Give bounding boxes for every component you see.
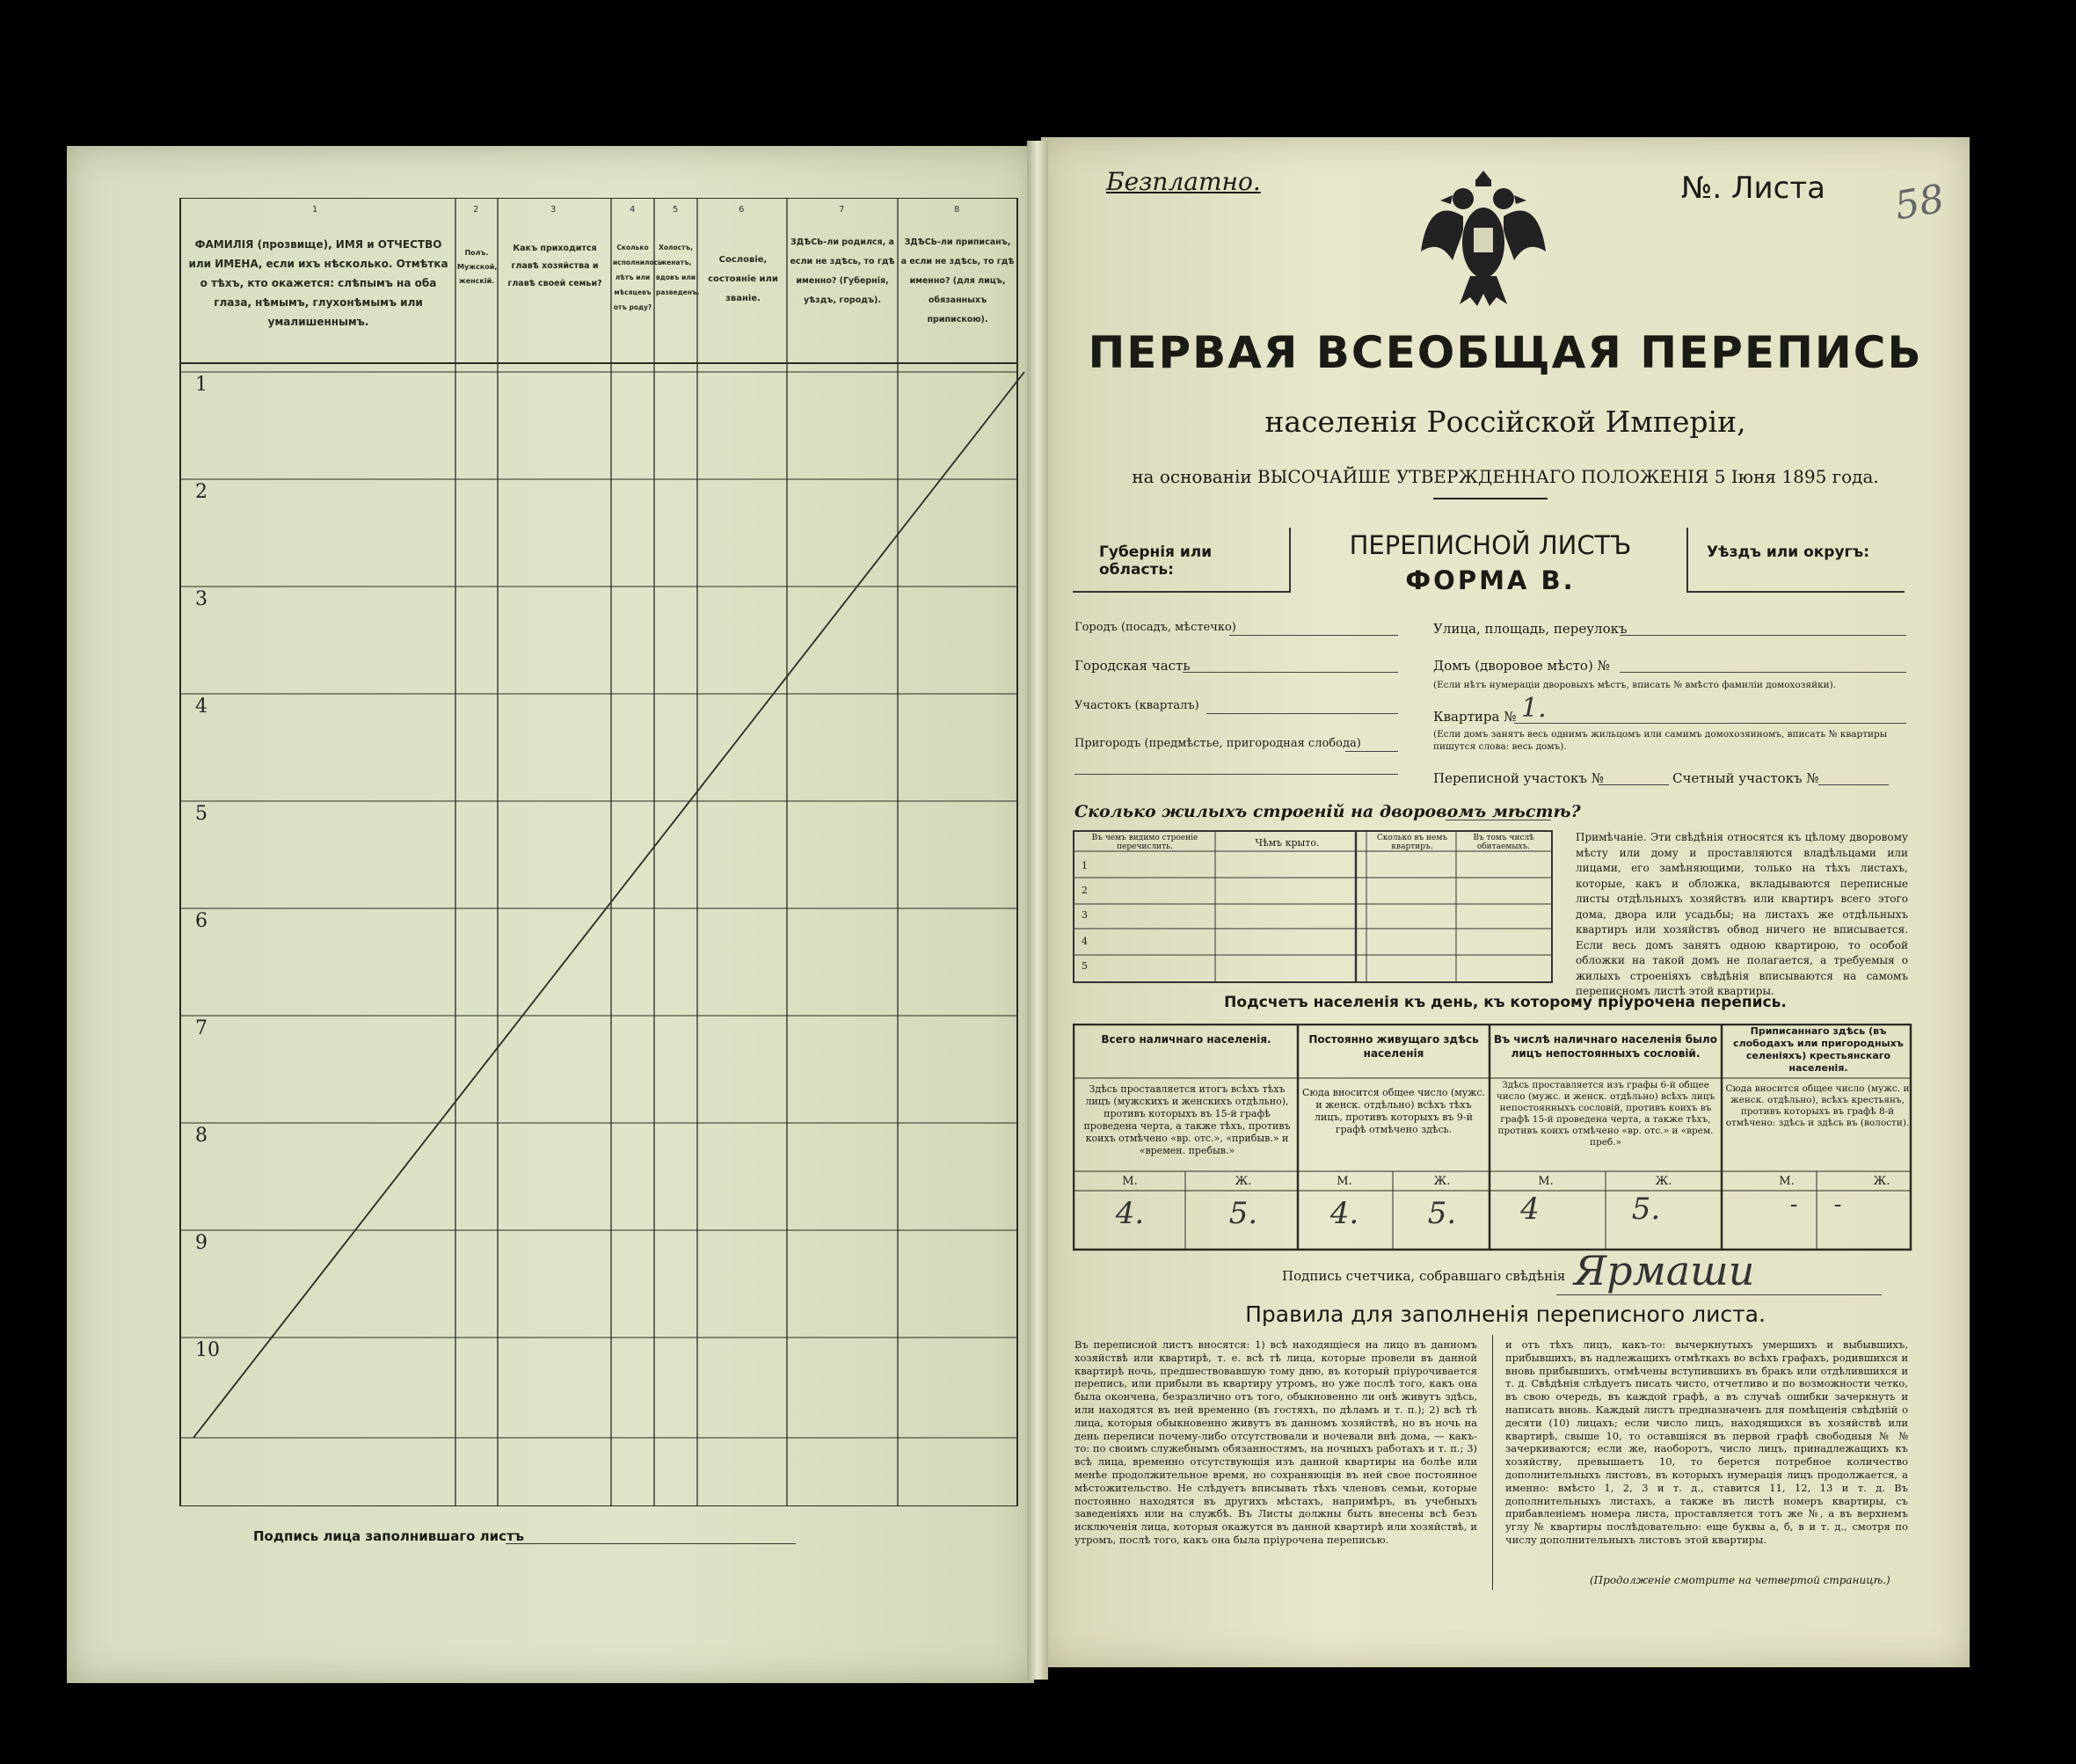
column-number: 8 (954, 205, 960, 215)
count-value: 5. (1427, 1196, 1457, 1231)
census-area-label: Переписной участокъ № (1433, 770, 1604, 786)
uezd-label: Уѣздъ или округъ: (1706, 543, 1869, 561)
district-line (1206, 713, 1398, 714)
buildings-header-inhabited: Въ томъ числѣ обитаемыхъ. (1473, 834, 1534, 851)
apartment-note: (Если домъ занятъ весь однимъ жильцомъ или самимъ домохозяиномъ, вписать № квартиры пишутся слова: весь домъ). (1433, 729, 1888, 752)
row-number: 9 (195, 1232, 208, 1254)
population-count-title: Подсчетъ населенія къ день, къ которому пріурочена перепись. (1224, 994, 1787, 1011)
counter-signature-label: Подпись счетчика, собравшаго свѣдѣнія (1282, 1268, 1566, 1284)
column-header-registration: ЗДѢСЬ-ли приписанъ, а если не здѣсь, то гдѣ именно? (для лицъ, обязанныхъ припискою). (900, 237, 1015, 324)
street-label: Улица, площадь, переулокъ (1433, 621, 1628, 637)
count-value: - (1789, 1192, 1798, 1218)
buildings-header-roof: Чѣмъ крыто. (1255, 837, 1320, 849)
column-number: 5 (673, 205, 679, 215)
house-label: Домъ (дворовое мѣсто) № (1433, 658, 1610, 674)
rules-text-left: Въ переписной листъ вносятся: 1) всѣ находящіеся на лицо въ данномъ хозяйствѣ или квартирѣ, т. е. всѣ тѣ лица, которые провели въ данной квартирѣ ночь, предшествовавшую тому дню, въ который пріурочивается перепись, или прибыли въ квартиру утромъ, но уже послѣ того, какъ она была окончена, безразлично отъ того, обыкновенно ли онѣ живутъ здѣсь, или находятся въ ней временно (въ гостяхъ, по дѣламъ и т. п.); 2) всѣ тѣ лица, которыя обыкновенно живутъ въ данномъ хозяйствѣ, но въ ночь на день переписи почему-либо отсутствовали и ночевали внѣ дома, — какъ-то: по своимъ служебнымъ обязанностямъ, на ночныхъ работахъ и т. п.; 3) всѣ лица, временно отсутствующія изъ данной квартиры на болѣе или менѣе продолжительное время, но сохраняющія въ ней свое постоянное мѣстожительство. Не слѣдуетъ вписывать тѣхъ членовъ семьи, которые постоянно находятся въ другихъ мѣстахъ, напримѣръ, въ учебныхъ заведеніяхъ или на службѣ. Въ Листы должны быть внесены всѣ безъ исключенія лица, которыя окажутся въ данной квартирѣ или хозяйствѣ, и утромъ, послѣ того, какъ она была пріурочена переписью. (1074, 1338, 1477, 1546)
column-number: 6 (739, 205, 745, 215)
row-number: 2 (195, 481, 208, 503)
form-title (1301, 528, 1679, 598)
count-value: 4 (1520, 1192, 1540, 1227)
district-label: Участокъ (кварталъ) (1074, 699, 1199, 712)
count-value: 4. (1329, 1196, 1359, 1231)
column-header-marital: Холостъ, женатъ, вдовъ или разведенъ. (656, 244, 700, 296)
counter-signature-handwritten: Ярмаши (1574, 1247, 1755, 1294)
row-number: 3 (195, 588, 208, 610)
main-title: ПЕРВАЯ ВСЕОБЩАЯ ПЕРЕПИСЬ (1088, 327, 1923, 378)
female-label: Ж. (1433, 1175, 1451, 1188)
female-label: Ж. (1235, 1175, 1252, 1188)
apartment-value: 1. (1521, 693, 1547, 724)
rules-continued-note: (Продолженіе смотрите на четвертой страницѣ.) (1590, 1574, 1890, 1586)
column-header-estate: Сословіе, состояніе или званіе. (708, 255, 778, 303)
subtitle: населенія Россійской Имперіи, (1264, 405, 1746, 439)
free-label: Безплатно. (1106, 167, 1261, 196)
buildings-header-type: Въ чемъ видимо строеніе перечислить. (1091, 834, 1198, 851)
rules-text-right: и отъ тѣхъ лицъ, какъ-то: вычеркнутыхъ умершихъ и выбывшихъ, прибывшихъ, въ надлежащихъ отмѣткахъ во всѣхъ графахъ, родившихся и вновь прибывшихъ, отмѣчены вступившихъ въ бракъ или отдѣлившихся и т. д. Свѣдѣнія слѣдуетъ писать чисто, отчетливо и по возможности четко, въ свою очередь, въ каждой графѣ, а въ случаѣ ошибки зачеркнуть и написать вновь. Каждый листъ предназначенъ для помѣщенія свѣдѣній о десяти (10) лицахъ; если число лицъ, находящихся въ хозяйствѣ или квартирѣ, свыше 10, то оставшіяся въ первой графѣ свободныя № № зачеркиваются; если же, наоборотъ, число лицъ, принадлежащихъ къ хозяйству, превышаетъ 10, то берется потребное количество дополнительныхъ листовъ, въ которыхъ нумерація лицъ продолжается, а именно: вмѣсто 1, 2, 3 и т. д., ставится 11, 12, 13 и т. д. Въ дополнительныхъ листахъ, а также въ листѣ номеръ квартиры, съ прибавленіемъ номера листа, проставляется тотъ же №, а въ верхнемъ углу № квартиры послѣдовательно: еще буквы а, б, в и т. д., смотря по числу дополнительныхъ листовъ этой квартиры. (1505, 1338, 1908, 1546)
row-number: 4 (195, 696, 208, 718)
house-note: (Если нѣтъ нумераціи дворовыхъ мѣстъ, вписать № вмѣсто фамиліи домохозяйки). (1433, 680, 1837, 690)
buildings-row-number: 3 (1082, 909, 1088, 921)
suburb-label: Пригородъ (предмѣстье, пригородная слобода) (1074, 737, 1361, 750)
count-value: 5. (1631, 1192, 1661, 1227)
buildings-question: Сколько жилыхъ строеній на дворовомъ мѣстѣ? (1074, 802, 1581, 821)
left-signature-line (506, 1543, 796, 1544)
count-header-peasant: Приписаннаго здѣсь (въ слободахъ или пригородныхъ селеніяхъ) крестьянскаго населенія. (1733, 1025, 1904, 1074)
city-part-label: Городская часть (1074, 658, 1191, 674)
count-header-nonpermanent: Въ числѣ наличнаго населенія было лицъ непостоянныхъ сословій. (1494, 1033, 1717, 1060)
buildings-header-apartments: Сколько въ немъ квартиръ. (1376, 834, 1448, 851)
uezd-box (1686, 528, 1905, 593)
column-header-relation: Какъ приходится главѣ хозяйства и главѣ своей семьи? (507, 244, 602, 288)
apartment-label: Квартира № (1433, 709, 1517, 725)
count-body-nonpermanent: Здѣсь проставляется изъ графы 6-й общее число (мужс. и женск. отдѣльно) всѣхъ лицъ непостоянныхъ сословій, противъ коихъ въ графѣ 15-й проведена черта, а также тѣхъ, противъ коихъ отмѣчено «вр. отс.» и «врем. преб.» (1496, 1080, 1715, 1148)
city-line (1229, 635, 1398, 636)
row-number: 7 (195, 1017, 208, 1039)
count-area-label: Счетный участокъ № (1672, 770, 1819, 786)
rules-title: Правила для заполненія переписного листа. (1245, 1301, 1766, 1327)
count-area-line (1818, 784, 1889, 785)
column-number: 4 (630, 205, 636, 215)
gubernia-box (1073, 528, 1291, 593)
buildings-table-grid (1073, 830, 1553, 985)
count-value: 4. (1115, 1196, 1145, 1231)
row-number: 10 (195, 1339, 220, 1361)
double-headed-eagle-icon (1417, 164, 1549, 313)
sheet-number-handwritten: 58 (1890, 176, 1949, 230)
column-header-sex: Полъ. Мужской, женскій. (457, 249, 498, 285)
form-title-line1: ПЕРЕПИСНОЙ ЛИСТЪ (1349, 530, 1632, 560)
left-signature-label: Подпись лица заполнившаго листъ (253, 1528, 525, 1544)
count-body-permanent: Сюда вносится общее число (мужс. и женск. отдѣльно) всѣхъ тѣхъ лицъ, противъ которыхъ въ 9-й графѣ отмѣчено здѣсь. (1301, 1087, 1486, 1135)
column-number: 7 (839, 205, 845, 215)
row-number: 1 (195, 374, 208, 396)
male-label: М. (1779, 1175, 1795, 1188)
buildings-row-number: 2 (1082, 885, 1088, 896)
census-table-grid (114, 198, 1038, 1506)
apartment-line (1514, 723, 1906, 724)
column-header-birthplace: ЗДѢСЬ-ли родился, а если не здѣсь, то гдѣ именно? (Губернія, уѣздъ, городъ). (790, 237, 895, 305)
row-number: 5 (195, 803, 208, 825)
counter-signature-line (1556, 1294, 1882, 1295)
rules-divider (1492, 1335, 1493, 1590)
street-line (1620, 635, 1906, 636)
buildings-row-number: 4 (1082, 936, 1088, 947)
count-value: 5. (1228, 1196, 1258, 1231)
cross-out-line (193, 372, 1024, 1438)
female-label: Ж. (1655, 1175, 1672, 1188)
city-label: Городъ (посадъ, мѣстечко) (1074, 621, 1236, 634)
buildings-remark: Примѣчаніе. Эти свѣдѣнія относятся къ цѣлому дворовому мѣсту или дому и проставляются владѣльцами или лицами, его замѣняющими, только на тѣхъ листахъ, которые, какъ и обложка, вкладываются переписные листы отдѣльныхъ хозяйствъ или квартиръ всего этого дома, двора или усадьбы; на листахъ же отдѣльныхъ квартиръ или хозяйствъ обвод ничего не вписывается. Если весь домъ занятъ одною квартирою, то особой обложки на такой домъ не полагается, а требуемыя о жилыхъ строеніяхъ свѣдѣнія вписываются на самомъ переписномъ листѣ этой квартиры. (1576, 831, 1908, 997)
row-number: 8 (195, 1125, 208, 1147)
house-line (1620, 672, 1906, 673)
census-person-table (114, 198, 1038, 1506)
male-label: М. (1122, 1175, 1138, 1188)
gubernia-label: Губернія или область: (1099, 543, 1213, 579)
form-header-box (1073, 528, 1905, 601)
basis-line: на основаніи ВЫСОЧАЙШЕ УТВЕРЖДЕННАГО ПОЛОЖЕНІЯ 5 Іюня 1895 года. (1132, 466, 1879, 487)
count-body-peasant: Сюда вносится общее число (мужс. и женск. отдѣльно), всѣхъ крестьянъ, противъ которыхъ въ графѣ 8-й отмѣчено: здѣсь и здѣсь въ (волости). (1725, 1083, 1910, 1128)
count-header-present: Всего наличнаго населенія. (1101, 1033, 1271, 1046)
buildings-row-number: 1 (1082, 860, 1088, 871)
buildings-row-number: 5 (1082, 960, 1088, 972)
female-label: Ж. (1873, 1175, 1890, 1188)
count-body-present: Здѣсь проставляется итогъ всѣхъ тѣхъ лицъ (мужскихъ и женскихъ отдѣльно), противъ которыхъ въ 15-й графѣ проведена черта, а также тѣхъ, противъ коихъ отмѣчено «вр. отс.», «прибыв.» и «времен. пребыв.» (1083, 1083, 1291, 1156)
row-number: 6 (195, 910, 208, 932)
census-area-line (1599, 784, 1669, 785)
title-rule (1433, 498, 1548, 499)
column-number: 3 (550, 205, 557, 215)
sheet-number-label: №. Листа (1681, 171, 1825, 206)
count-header-permanent: Постоянно живущаго здѣсь населенія (1308, 1033, 1479, 1060)
column-header-name: ФАМИЛІЯ (прозвище), ИМЯ и ОТЧЕСТВО или ИМЕНА, если ихъ нѣсколько. Отмѣтка о тѣхъ, кто окажется: слѣпымъ на оба глаза, нѣмымъ, глухонѣмымъ или умалишеннымъ. (188, 238, 448, 328)
column-number: 1 (312, 205, 318, 215)
column-header-age: Сколько исполнилось лѣтъ или мѣсяцевъ отъ роду? (613, 244, 662, 311)
column-number: 2 (473, 205, 479, 215)
male-label: М. (1538, 1175, 1554, 1188)
count-value: - (1833, 1192, 1842, 1218)
male-label: М. (1337, 1175, 1352, 1188)
suburb-line-2 (1074, 774, 1398, 775)
form-title-line2: ФОРМА В. (1405, 565, 1576, 595)
suburb-line (1345, 751, 1398, 752)
city-part-line (1183, 672, 1398, 673)
